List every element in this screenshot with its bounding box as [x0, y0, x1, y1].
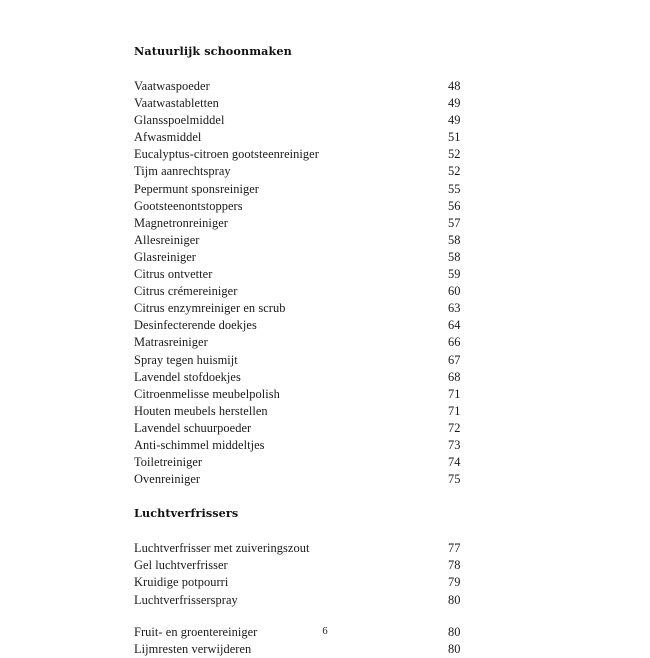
table-of-contents [134, 44, 470, 658]
toc-entry[interactable] [134, 592, 470, 609]
toc-entry-title: Lavendel schuurpoeder [134, 420, 252, 435]
toc-entry-page-number: 52 [448, 164, 461, 179]
toc-entry-title: Vaatwastabletten [134, 96, 219, 111]
toc-entry[interactable] [134, 78, 470, 95]
toc-entry[interactable] [134, 369, 470, 386]
toc-entry-page-number: 73 [448, 437, 461, 452]
toc-entry-page-number: 59 [448, 267, 461, 282]
toc-entry[interactable] [134, 266, 470, 283]
toc-entry-title: Glasreiniger [134, 249, 196, 264]
toc-entry-page-number: 71 [448, 403, 461, 418]
toc-entry[interactable] [134, 471, 470, 488]
toc-entry[interactable] [134, 386, 470, 403]
toc-entry-title: Gootsteenontstoppers [134, 198, 243, 213]
toc-entry-page-number: 56 [448, 198, 461, 213]
toc-entry[interactable] [134, 437, 470, 454]
toc-entry-title: Fruit- en groentereiniger [134, 624, 258, 639]
toc-entry-page-number: 64 [448, 318, 461, 333]
toc-entry-page-number: 71 [448, 386, 461, 401]
toc-entry-title: Vaatwaspoeder [134, 79, 210, 93]
toc-entry-page-number: 48 [448, 79, 461, 93]
toc-entry[interactable] [134, 454, 470, 471]
toc-entry-page-number: 80 [448, 641, 461, 656]
toc-entry-page-number: 77 [448, 541, 461, 556]
toc-entry-title: Desinfecterende doekjes [134, 318, 257, 333]
toc-entry[interactable] [134, 215, 470, 232]
toc-entry-title: Allesreiniger [134, 232, 200, 247]
toc-entry-title: Kruidige potpourri [134, 575, 229, 590]
toc-entry[interactable] [134, 181, 470, 198]
toc-entry-title: Ovenreiniger [134, 472, 201, 487]
toc-entry[interactable] [134, 232, 470, 249]
toc-entry-page-number: 49 [448, 113, 461, 128]
section-heading: Natuurlijk schoonmaken [134, 44, 292, 58]
toc-entry-title: Citrus ontvetter [134, 267, 213, 282]
section-heading: Luchtverfrissers [134, 506, 239, 521]
toc-entry-page-number: 58 [448, 232, 461, 247]
toc-entry-title: Citrus enzymreiniger en scrub [134, 301, 286, 316]
toc-entry[interactable] [134, 641, 470, 658]
toc-entry-page-number: 79 [448, 575, 461, 590]
toc-entry-page-number: 72 [448, 420, 461, 435]
toc-entry-page-number: 67 [448, 352, 461, 367]
toc-entry-title: Spray tegen huismijt [134, 352, 238, 367]
toc-entry-page-number: 75 [448, 472, 461, 487]
toc-entry[interactable] [134, 129, 470, 146]
toc-entry[interactable] [134, 163, 470, 180]
toc-entry[interactable] [134, 95, 470, 112]
toc-entry-group [134, 540, 470, 608]
heading-spacer [134, 58, 470, 78]
toc-entry[interactable] [134, 403, 470, 420]
toc-entry-title: Magnetronreiniger [134, 215, 228, 230]
toc-entry[interactable] [134, 112, 470, 129]
toc-entry[interactable] [134, 146, 470, 163]
toc-entry-title: Afwasmiddel [134, 130, 202, 145]
toc-entry-title: Lavendel stofdoekjes [134, 369, 241, 384]
toc-entry[interactable] [134, 420, 470, 437]
toc-entry-page-number: 51 [448, 130, 461, 145]
toc-entry-page-number: 52 [448, 147, 461, 162]
toc-entry[interactable] [134, 557, 470, 574]
toc-entry-page-number: 55 [448, 181, 461, 196]
toc-entry[interactable] [134, 540, 470, 557]
section-spacer [134, 488, 470, 506]
toc-entry-page-number: 60 [448, 284, 461, 299]
toc-entry-title: Pepermunt sponsreiniger [134, 181, 259, 196]
toc-entry[interactable] [134, 574, 470, 591]
toc-entry-title: Anti-schimmel middeltjes [134, 437, 265, 452]
toc-entry-page-number: 58 [448, 249, 461, 264]
toc-entry-title: Eucalyptus-citroen gootsteenreiniger [134, 147, 319, 162]
toc-entry-page-number: 63 [448, 301, 461, 316]
toc-entry-title: Tijm aanrechtspray [134, 164, 231, 179]
toc-entry-title: Glansspoelmiddel [134, 113, 225, 128]
toc-entry-title: Gel luchtverfrisser [134, 558, 228, 573]
toc-entry-title: Luchtverfrisserspray [134, 592, 238, 607]
group-spacer [134, 609, 470, 624]
toc-entry[interactable] [134, 317, 470, 334]
toc-entry[interactable] [134, 352, 470, 369]
page-number: 6 [322, 626, 328, 637]
toc-entry-group [134, 78, 470, 488]
toc-entry-page-number: 57 [448, 215, 461, 230]
toc-entry-title: Toiletreiniger [134, 455, 203, 470]
toc-entry-title: Citrus crémereiniger [134, 284, 238, 299]
toc-entry-page-number: 49 [448, 96, 461, 111]
toc-entry-title: Lijmresten verwijderen [134, 641, 252, 656]
toc-entry[interactable] [134, 198, 470, 215]
toc-entry[interactable] [134, 283, 470, 300]
toc-entry-title: Luchtverfrisser met zuiveringszout [134, 541, 310, 556]
toc-entry[interactable] [134, 249, 470, 266]
toc-entry-page-number: 66 [448, 335, 461, 350]
toc-entry-page-number: 74 [448, 455, 461, 470]
toc-entry-title: Citroenmelisse meubelpolish [134, 386, 280, 401]
toc-entry-page-number: 80 [448, 592, 461, 607]
heading-spacer [134, 520, 470, 540]
toc-entry-page-number: 78 [448, 558, 461, 573]
toc-entry-title: Matrasreiniger [134, 335, 208, 350]
toc-entry[interactable] [134, 300, 470, 317]
toc-entry-title: Houten meubels herstellen [134, 403, 268, 418]
toc-entry-page-number: 80 [448, 624, 461, 639]
toc-entry-page-number: 68 [448, 369, 461, 384]
toc-entry[interactable] [134, 334, 470, 351]
